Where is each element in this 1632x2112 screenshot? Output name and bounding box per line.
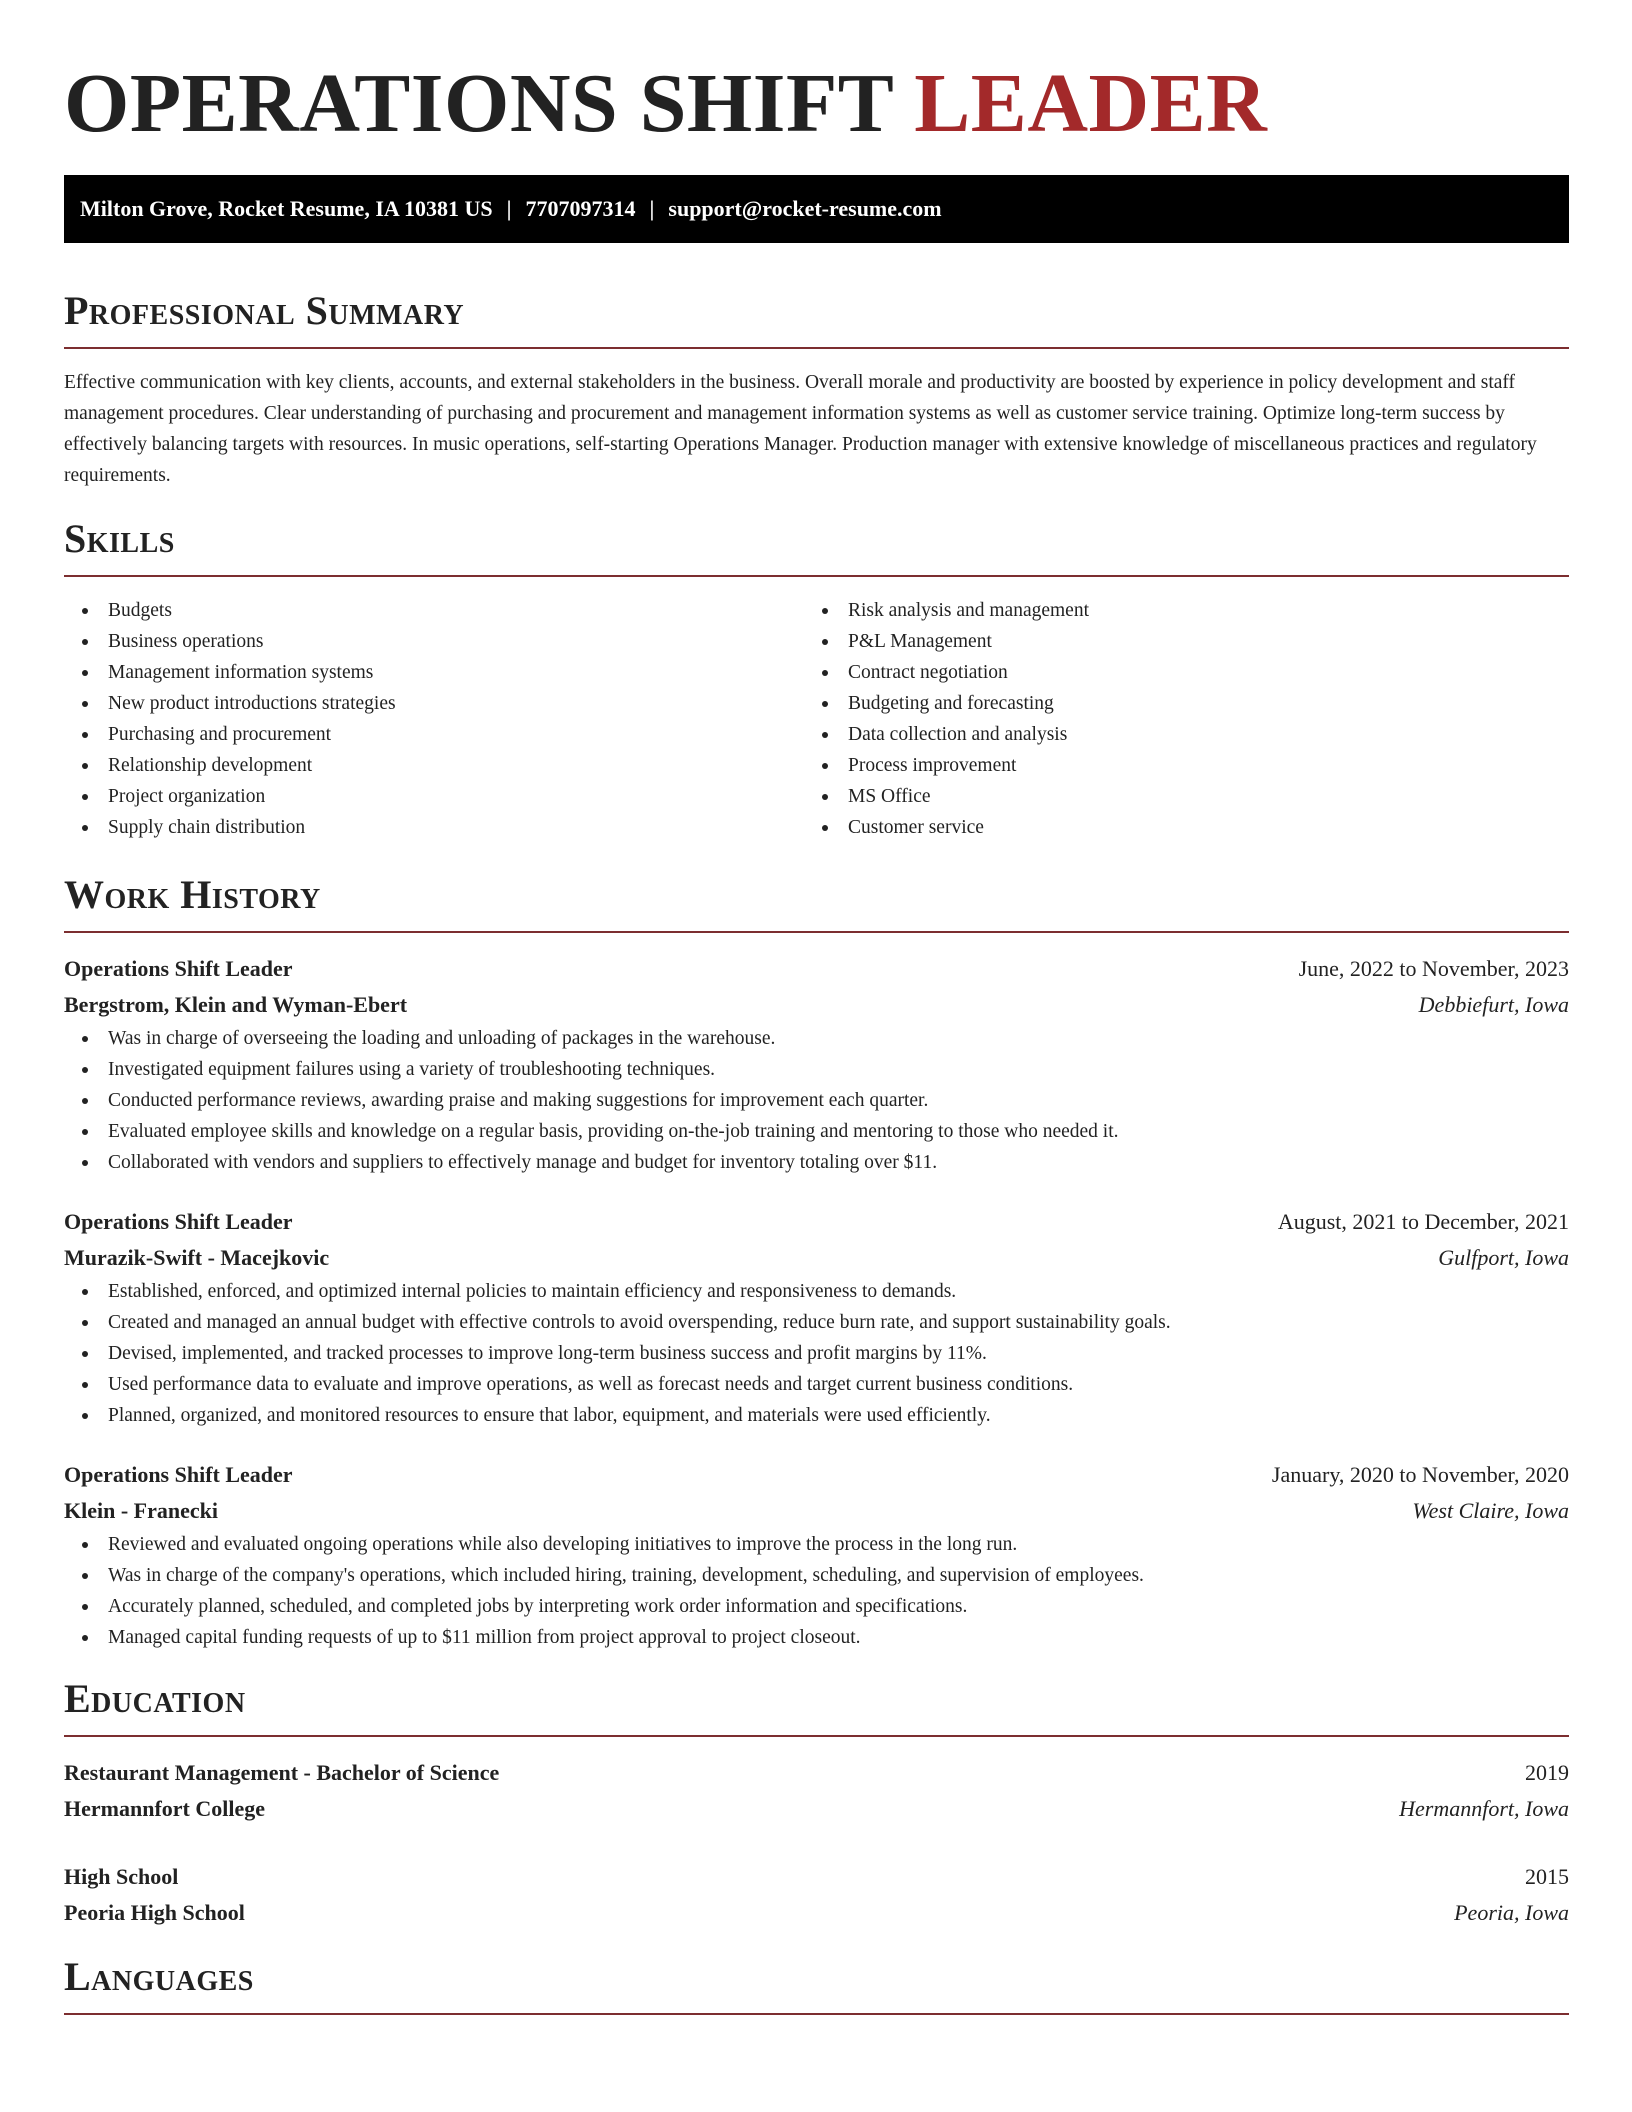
education-entry bbox=[64, 1859, 1569, 1931]
job-entry bbox=[64, 951, 1569, 1178]
job-role: Operations Shift Leader bbox=[64, 956, 293, 981]
skill-item: Business operations bbox=[64, 626, 804, 657]
skill-item: Purchasing and procurement bbox=[64, 719, 804, 750]
languages-section bbox=[64, 1953, 1569, 2015]
skill-item: Budgeting and forecasting bbox=[804, 688, 1544, 719]
job-subheader bbox=[64, 987, 1569, 1023]
job-bullet: Accurately planned, scheduled, and completed jobs by interpreting work order information and specifications. bbox=[64, 1591, 1569, 1622]
skill-item: Supply chain distribution bbox=[64, 812, 804, 843]
job-dates: January, 2020 to November, 2020 bbox=[1271, 1462, 1569, 1487]
job-dates: August, 2021 to December, 2021 bbox=[1277, 1209, 1569, 1234]
section-divider bbox=[64, 575, 1569, 577]
job-bullet: Was in charge of the company's operations, which included hiring, training, development, scheduling, and supervision of employees. bbox=[64, 1560, 1569, 1591]
job-role: Operations Shift Leader bbox=[64, 1209, 293, 1234]
skill-item: Data collection and analysis bbox=[804, 719, 1544, 750]
contact-email: support@rocket-resume.com bbox=[668, 196, 942, 221]
resume-title bbox=[64, 0, 1569, 150]
job-header bbox=[64, 951, 1569, 987]
skill-item: P&L Management bbox=[804, 626, 1544, 657]
job-header bbox=[64, 1204, 1569, 1240]
job-dates: June, 2022 to November, 2023 bbox=[1298, 956, 1569, 981]
education-year: 2015 bbox=[1525, 1864, 1569, 1889]
job-company: Klein - Franecki bbox=[64, 1498, 218, 1523]
contact-phone: 7707097314 bbox=[525, 196, 636, 221]
skills-grid bbox=[64, 595, 1569, 843]
education-location: Peoria, Iowa bbox=[1454, 1900, 1569, 1925]
job-header bbox=[64, 1457, 1569, 1493]
education-header bbox=[64, 1859, 1569, 1895]
skill-item: Customer service bbox=[804, 812, 1544, 843]
skill-item: MS Office bbox=[804, 781, 1544, 812]
contact-bar bbox=[64, 175, 1569, 243]
skill-item: Process improvement bbox=[804, 750, 1544, 781]
education-year: 2019 bbox=[1525, 1760, 1569, 1785]
education-location: Hermannfort, Iowa bbox=[1399, 1796, 1569, 1821]
section-divider bbox=[64, 1735, 1569, 1737]
skill-item: Management information systems bbox=[64, 657, 804, 688]
skill-item: Risk analysis and management bbox=[804, 595, 1544, 626]
skills-section bbox=[64, 515, 1569, 843]
job-entry bbox=[64, 1204, 1569, 1431]
job-bullet: Created and managed an annual budget with effective controls to avoid overspending, reduce burn rate, and support sustainability goals. bbox=[64, 1307, 1569, 1338]
education-degree: Restaurant Management - Bachelor of Science bbox=[64, 1760, 500, 1785]
job-entry bbox=[64, 1457, 1569, 1653]
section-title-education: Education bbox=[64, 1676, 246, 1721]
skills-list-left bbox=[64, 595, 804, 843]
education-subheader bbox=[64, 1895, 1569, 1931]
section-divider bbox=[64, 347, 1569, 349]
skill-item: Project organization bbox=[64, 781, 804, 812]
job-bullet: Established, enforced, and optimized internal policies to maintain efficiency and responsiveness to demands. bbox=[64, 1276, 1569, 1307]
job-location: Gulfport, Iowa bbox=[1438, 1245, 1569, 1270]
section-divider bbox=[64, 931, 1569, 933]
skills-list-right bbox=[804, 595, 1544, 843]
job-subheader bbox=[64, 1493, 1569, 1529]
contact-separator: | bbox=[506, 196, 512, 221]
education-subheader bbox=[64, 1791, 1569, 1827]
education-degree: High School bbox=[64, 1864, 179, 1889]
summary-text: Effective communication with key clients, accounts, and external stakeholders in the business. Overall morale and productivity are boosted by experience in policy development and staff management procedures. Clear understanding of purchasing and procurement and management information systems as well as customer service training. Optimize long-term success by effectively balancing targets with resources. In music operations, self-starting Operations Manager. Production manager with extensive knowledge of miscellaneous practices and regulatory requirements. bbox=[64, 372, 1537, 486]
contact-separator: | bbox=[649, 196, 655, 221]
job-bullet: Reviewed and evaluated ongoing operations while also developing initiatives to improve the process in the long run. bbox=[64, 1529, 1569, 1560]
job-role: Operations Shift Leader bbox=[64, 1462, 293, 1487]
education-header bbox=[64, 1755, 1569, 1791]
section-title-work-history: Work History bbox=[64, 872, 321, 917]
job-bullet: Evaluated employee skills and knowledge on a regular basis, providing on-the-job training and mentoring to those who needed it. bbox=[64, 1116, 1569, 1147]
job-bullets bbox=[64, 1529, 1569, 1653]
job-bullet: Managed capital funding requests of up to $11 million from project approval to project closeout. bbox=[64, 1622, 1569, 1653]
education-entry bbox=[64, 1755, 1569, 1827]
resume-page bbox=[64, 0, 1569, 2015]
job-bullet: Conducted performance reviews, awarding praise and making suggestions for improvement each quarter. bbox=[64, 1085, 1569, 1116]
skill-item: Contract negotiation bbox=[804, 657, 1544, 688]
summary-section bbox=[64, 287, 1569, 491]
job-subheader bbox=[64, 1240, 1569, 1276]
section-title-skills: Skills bbox=[64, 516, 175, 561]
job-bullet: Used performance data to evaluate and improve operations, as well as forecast needs and target current business conditions. bbox=[64, 1369, 1569, 1400]
title-main: OPERATIONS SHIFT bbox=[64, 57, 915, 150]
education-school: Peoria High School bbox=[64, 1900, 245, 1925]
job-bullets bbox=[64, 1276, 1569, 1431]
job-bullet: Planned, organized, and monitored resources to ensure that labor, equipment, and materials were used efficiently. bbox=[64, 1400, 1569, 1431]
section-divider bbox=[64, 2013, 1569, 2015]
job-location: Debbiefurt, Iowa bbox=[1418, 992, 1569, 1017]
skill-item: Budgets bbox=[64, 595, 804, 626]
job-bullet: Investigated equipment failures using a variety of troubleshooting techniques. bbox=[64, 1054, 1569, 1085]
education-school: Hermannfort College bbox=[64, 1796, 265, 1821]
skill-item: New product introductions strategies bbox=[64, 688, 804, 719]
job-bullet: Collaborated with vendors and suppliers to effectively manage and budget for inventory totaling over $11. bbox=[64, 1147, 1569, 1178]
education-section bbox=[64, 1675, 1569, 1931]
section-title-summary: Professional Summary bbox=[64, 288, 465, 333]
job-location: West Claire, Iowa bbox=[1412, 1498, 1569, 1523]
work-history-section bbox=[64, 871, 1569, 1653]
title-accent: LEADER bbox=[914, 57, 1268, 150]
job-bullet: Was in charge of overseeing the loading and unloading of packages in the warehouse. bbox=[64, 1023, 1569, 1054]
section-title-languages: Languages bbox=[64, 1954, 254, 1999]
job-company: Murazik-Swift - Macejkovic bbox=[64, 1245, 330, 1270]
job-bullet: Devised, implemented, and tracked processes to improve long-term business success and profit margins by 11%. bbox=[64, 1338, 1569, 1369]
job-bullets bbox=[64, 1023, 1569, 1178]
job-company: Bergstrom, Klein and Wyman-Ebert bbox=[64, 992, 408, 1017]
contact-address: Milton Grove, Rocket Resume, IA 10381 US bbox=[80, 196, 493, 221]
skill-item: Relationship development bbox=[64, 750, 804, 781]
